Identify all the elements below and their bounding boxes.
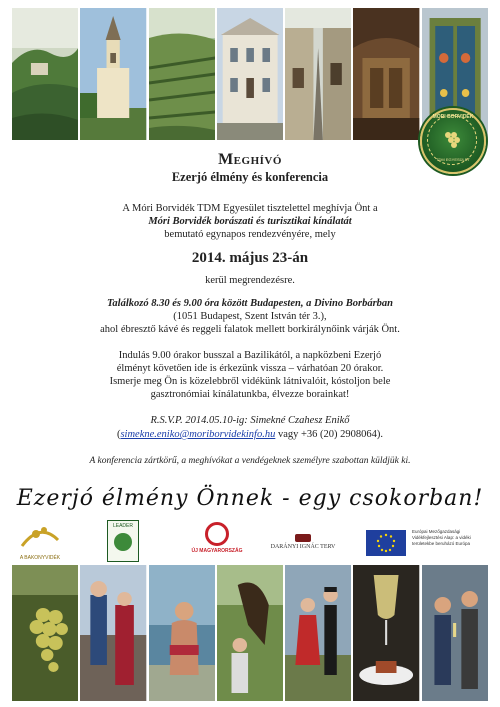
grape-icon [442,128,462,150]
bakonyvidek-logo [18,520,62,560]
program-line-4: gasztronómiai kínálatunkba, élvezze borainkat! [150,389,350,400]
eu-fund-text: Európai Mezőgazdasági Vidékfejlesztési Alap: a vidéki területekbe beruházó Európa [412,529,471,546]
program-line-2: élményt követően ide is érkezünk vissza – várhatóan 20 órakor. [116,363,384,374]
uj-magyarorszag-logo [188,522,246,558]
leader-logo [107,520,139,562]
leader-emblem-icon [114,533,132,551]
invite-line-1: A Móri Borvidék TDM Egyesület tisztelettel meghívja Önt a [122,203,378,214]
photo-tasting [422,565,488,701]
event-date: 2014. május 23-án [191,250,309,266]
meet-line-3: ahol ébresztő kávé és reggeli falatok mellett borkirálynőink várják Önt. [100,324,400,335]
umft-ring-icon [205,522,229,546]
eu-stars-icon [366,530,406,556]
photo-wine-queens [80,565,146,701]
rsvp-contact: (simekne.eniko@moriborvidekinfo.hu vagy +36 (20) 2908064). [116,429,384,440]
bottom-photo-strip [12,565,488,701]
photo-wine-cellar [353,8,419,140]
eu-flag [366,530,406,556]
bakonyvidek-text: A BAKONYVIDÉK [19,555,61,561]
photo-lake-woman [149,565,215,701]
email-link[interactable]: simekne.eniko@moriborvidekinfo.hu [120,429,276,440]
held-text: kerül megrendezésre. [205,275,295,286]
daranyi-text: DARÁNYI IGNÁC TERV [270,544,336,550]
daranyi-logo [268,534,338,554]
top-photo-strip [12,8,488,140]
logo-ring-text: MÓRI BORVIDÉK [432,114,474,120]
leader-text: LEADER [112,523,133,529]
closed-notice: A konferencia zártkörű, a meghívókat a vendégeknek személyre szabottan küldjük ki. [89,456,411,466]
program-line-1: Indulás 9.00 órakor busszal a Bazilikától, a napközbeni Ezerjó [118,350,382,361]
rsvp-line: R.S.V.P. 2014.05.10-ig: Simekné Czahesz Enikő [150,415,350,426]
slogan: Ezerjó élmény Önnek - egy csokorban! [16,486,484,511]
invite-line-2: Móri Borvidék borászati és turisztikai kínálatát [148,216,352,227]
page-subtitle: Ezerjó élmény és konferencia [171,170,329,184]
photo-grapes [12,565,78,701]
daranyi-emblem-icon [295,534,311,542]
photo-cellar-lane [285,8,351,140]
meet-line-2: (1051 Budapest, Szent István tér 3.), [173,311,327,322]
photo-vineyard [149,8,215,140]
sponsor-logos [10,520,490,560]
photo-church [80,8,146,140]
photo-food-wine [353,565,419,701]
photo-hill-castle [12,8,78,140]
logo-bottom-text: TDM EGYESÜLET [436,157,470,162]
invite-line-3: bemutató egynapos rendezvényére, mely [164,229,336,240]
umft-text: ÚJ MAGYARORSZÁG [191,548,243,554]
program-line-3: Ismerje meg Ön is közelebbről vidékünk látnivalóit, kóstoljon bele [109,376,391,387]
rsvp-phone: vagy +36 (20) 2908064). [275,429,384,440]
page-title: Meghívó [218,151,282,168]
photo-manor-house [217,8,283,140]
photo-horse [217,565,283,701]
photo-folk-dancers [285,565,351,701]
meet-line-1: Találkozó 8.30 és 9.00 óra között Budapesten, a Divino Borbárban [106,298,394,309]
